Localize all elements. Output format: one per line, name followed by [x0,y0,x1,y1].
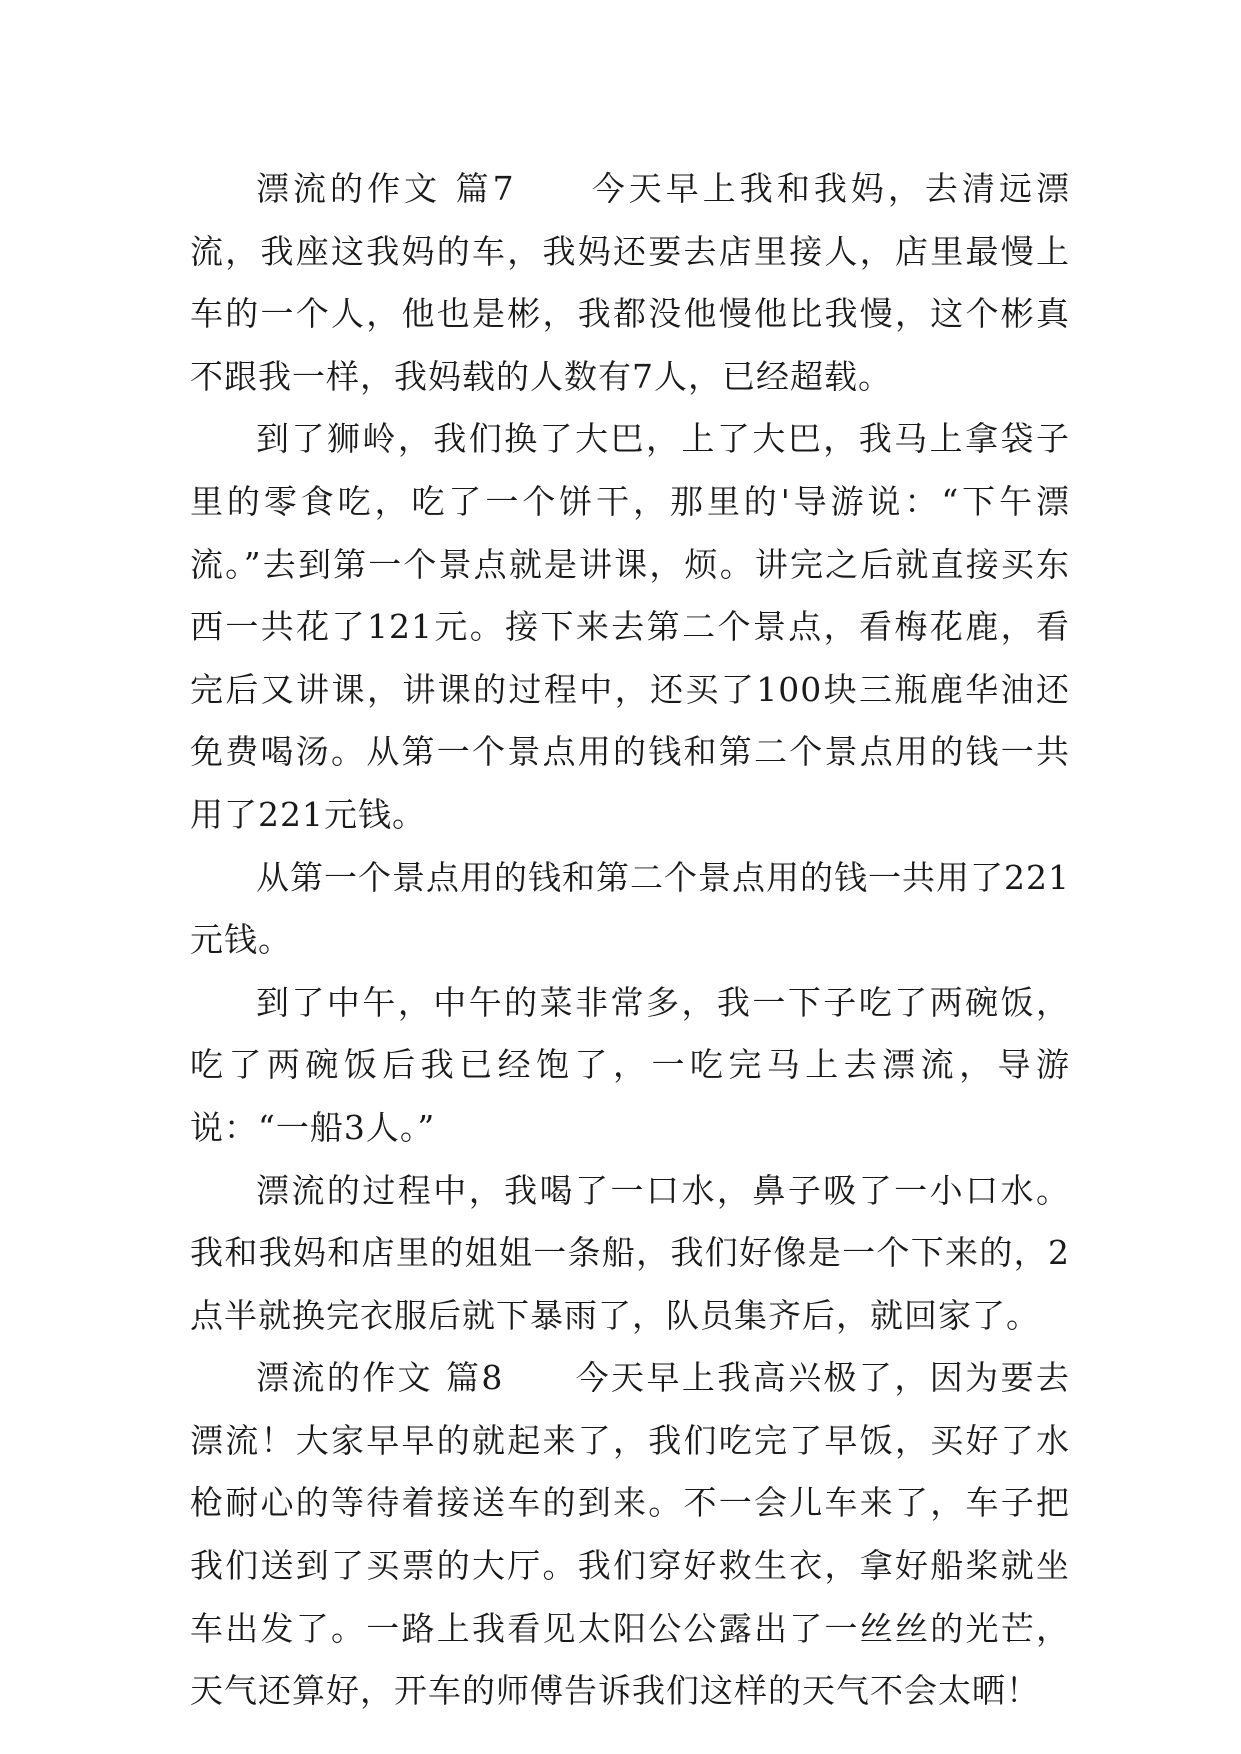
paragraph-essay-7-intro: 漂流的作文 篇7 今天早上我和我妈，去清远漂流，我座这我妈的车，我妈还要去店里接人，店里最慢上车的一个人，他也是彬，我都没他慢他比我慢，这个彬真不跟我一样，我妈载的人数有7人，已经超载。 [190,169,1070,396]
document-body [190,158,1070,1723]
paragraph-essay-8-intro: 漂流的作文 篇8 今天早上我高兴极了，因为要去漂流！大家早早的就起来了，我们吃完了早饭，买好了水枪耐心的等待着接送车的到来。不一会儿车来了，车子把我们送到了买票的大厅。我们穿好救生衣，拿好船桨就坐车出发了。一路上我看见太阳公公露出了一丝丝的光芒，天气还算好，开车的师傅告诉我们这样的天气不会太晒！ [190,1358,1070,1711]
paragraph-rafting: 漂流的过程中，我喝了一口水，鼻子吸了一小口水。我和我妈和店里的姐姐一条船，我们好像是一个下来的，2点半就换完衣服后就下暴雨了，队员集齐后，就回家了。 [190,1170,1070,1335]
paragraph-shiling-tour: 到了狮岭，我们换了大巴，上了大巴，我马上拿袋子里的零食吃，吃了一个饼干，那里的'导游说：“下午漂流。”去到第一个景点就是讲课，烦。讲完之后就直接买东西一共花了121元。接下来去第二个景点，看梅花鹿，看完后又讲课，讲课的过程中，还买了100块三瓶鹿华油还免费喝汤。从第一个景点用的钱和第二个景点用的钱一共用了221元钱。 [190,419,1070,834]
paragraph-lunch: 到了中午，中午的菜非常多，我一下子吃了两碗饭，吃了两碗饭后我已经饱了，一吃完马上去漂流，导游说：“一船3人。” [190,982,1070,1147]
paragraph-total-spent: 从第一个景点用的钱和第二个景点用的钱一共用了221元钱。 [190,857,1070,960]
